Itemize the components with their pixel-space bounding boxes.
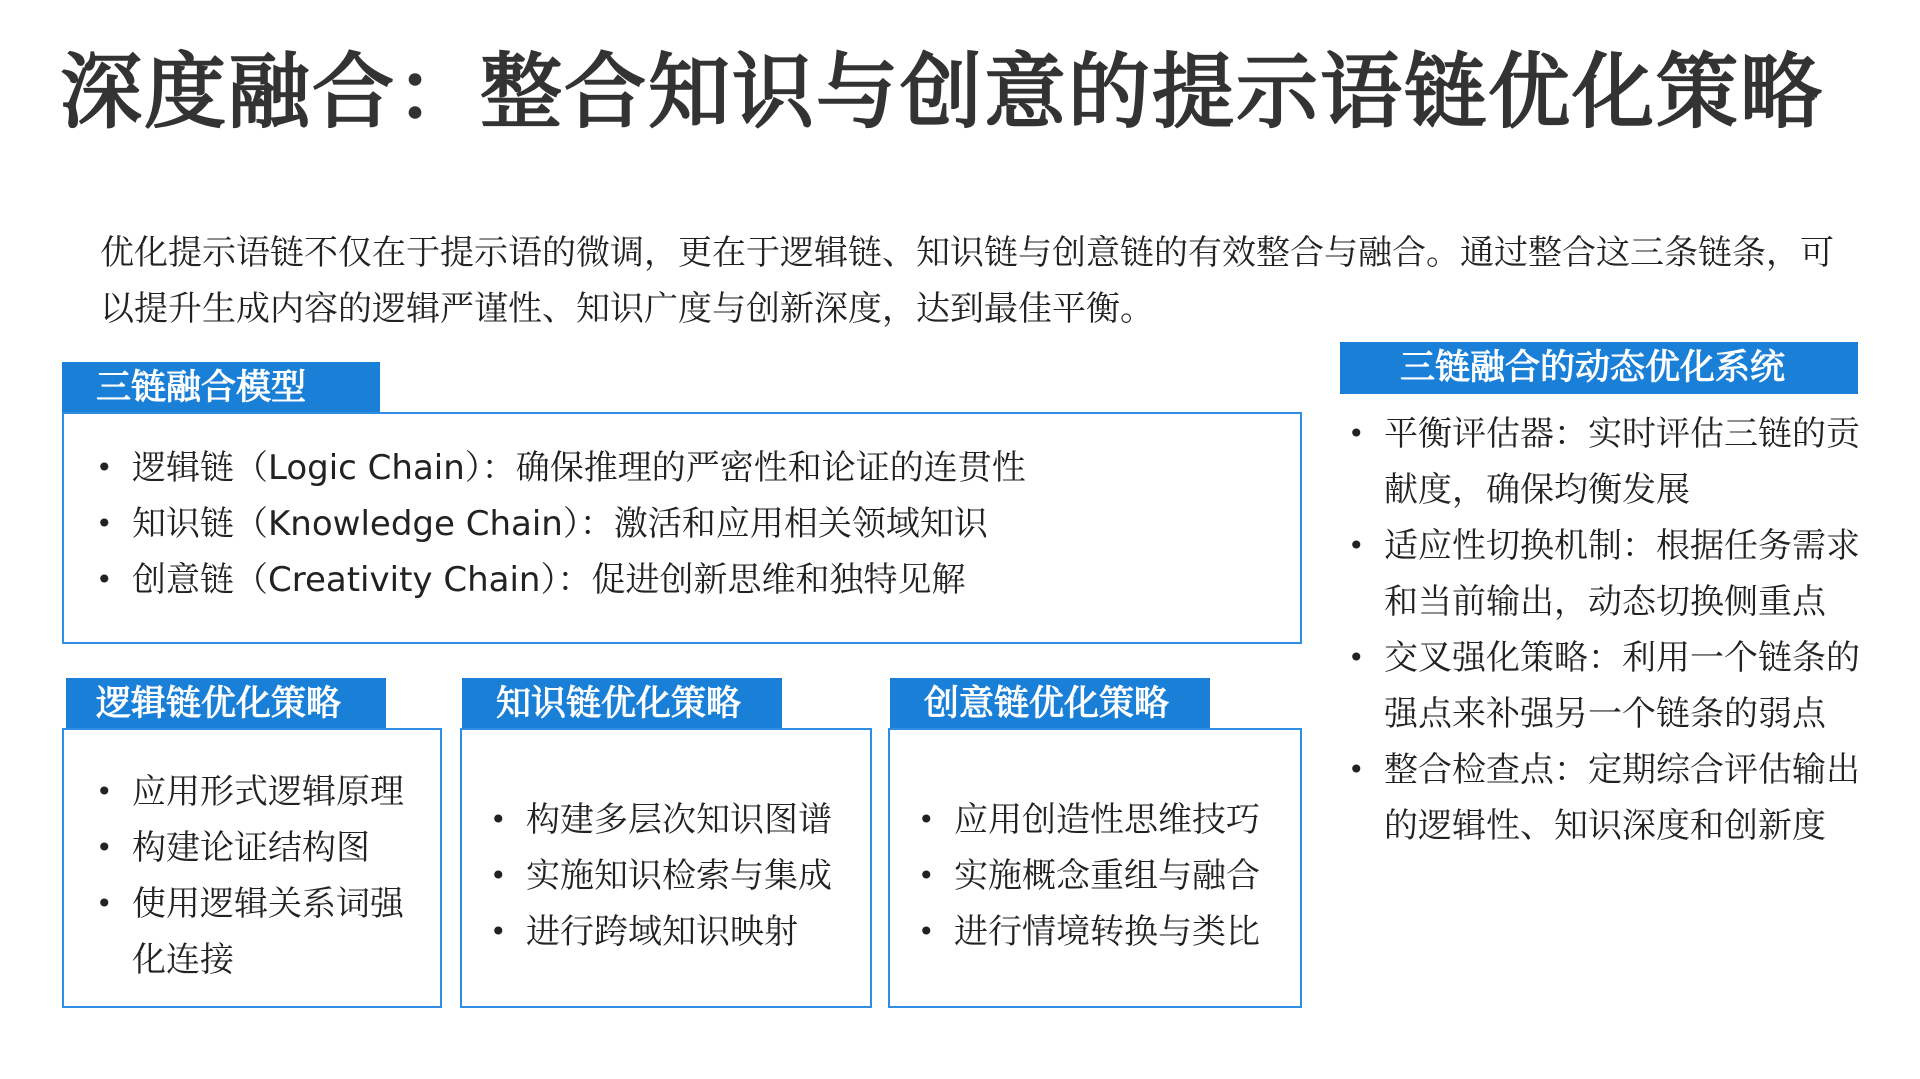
model-item-creativity: • 创意链（Creativity Chain）：促进创新思维和独特见解: [86, 552, 1300, 608]
logic-strategy-item: • 构建论证结构图: [86, 820, 424, 876]
model-item-logic: • 逻辑链（Logic Chain）：确保推理的严密性和论证的连贯性: [86, 440, 1300, 496]
page-title: 深度融合：整合知识与创意的提示语链优化策略: [60, 45, 1825, 140]
model-box: [62, 412, 1302, 644]
logic-strategy-box: [62, 728, 442, 1008]
dynamic-system-list: [1338, 406, 1864, 854]
logic-strategy-heading: 逻辑链优化策略: [66, 678, 386, 730]
creative-strategy-list: [890, 730, 1300, 960]
dynamic-system-heading: 三链融合的动态优化系统: [1340, 342, 1858, 394]
knowledge-strategy-item: • 实施知识检索与集成: [480, 848, 860, 904]
knowledge-strategy-item: • 进行跨域知识映射: [480, 904, 860, 960]
model-item-knowledge: • 知识链（Knowledge Chain）：激活和应用相关领域知识: [86, 496, 1300, 552]
creative-strategy-item: • 进行情境转换与类比: [908, 904, 1290, 960]
dynamic-system-item-checkpoint: • 整合检查点：定期综合评估输出的逻辑性、知识深度和创新度: [1338, 742, 1864, 854]
model-list: [64, 414, 1300, 608]
creative-strategy-heading: 创意链优化策略: [890, 678, 1210, 730]
knowledge-strategy-item: • 构建多层次知识图谱: [480, 792, 860, 848]
creative-strategy-item: • 实施概念重组与融合: [908, 848, 1290, 904]
logic-strategy-item: • 使用逻辑关系词强化连接: [86, 876, 424, 988]
logic-strategy-list: [64, 730, 440, 988]
dynamic-system-item-evaluator: • 平衡评估器：实时评估三链的贡献度，确保均衡发展: [1338, 406, 1864, 518]
dynamic-system-item-reinforce: • 交叉强化策略：利用一个链条的强点来补强另一个链条的弱点: [1338, 630, 1864, 742]
knowledge-strategy-box: [460, 728, 872, 1008]
knowledge-strategy-list: [462, 730, 870, 960]
logic-strategy-item: • 应用形式逻辑原理: [86, 764, 424, 820]
dynamic-system-item-switching: • 适应性切换机制：根据任务需求和当前输出，动态切换侧重点: [1338, 518, 1864, 630]
model-heading: 三链融合模型: [62, 362, 380, 414]
creative-strategy-box: [888, 728, 1302, 1008]
knowledge-strategy-heading: 知识链优化策略: [462, 678, 782, 730]
intro-paragraph: 优化提示语链不仅在于提示语的微调，更在于逻辑链、知识链与创意链的有效整合与融合。通过整合这三条链条，可以提升生成内容的逻辑严谨性、知识广度与创新深度，达到最佳平衡。: [100, 233, 1834, 329]
creative-strategy-item: • 应用创造性思维技巧: [908, 792, 1290, 848]
